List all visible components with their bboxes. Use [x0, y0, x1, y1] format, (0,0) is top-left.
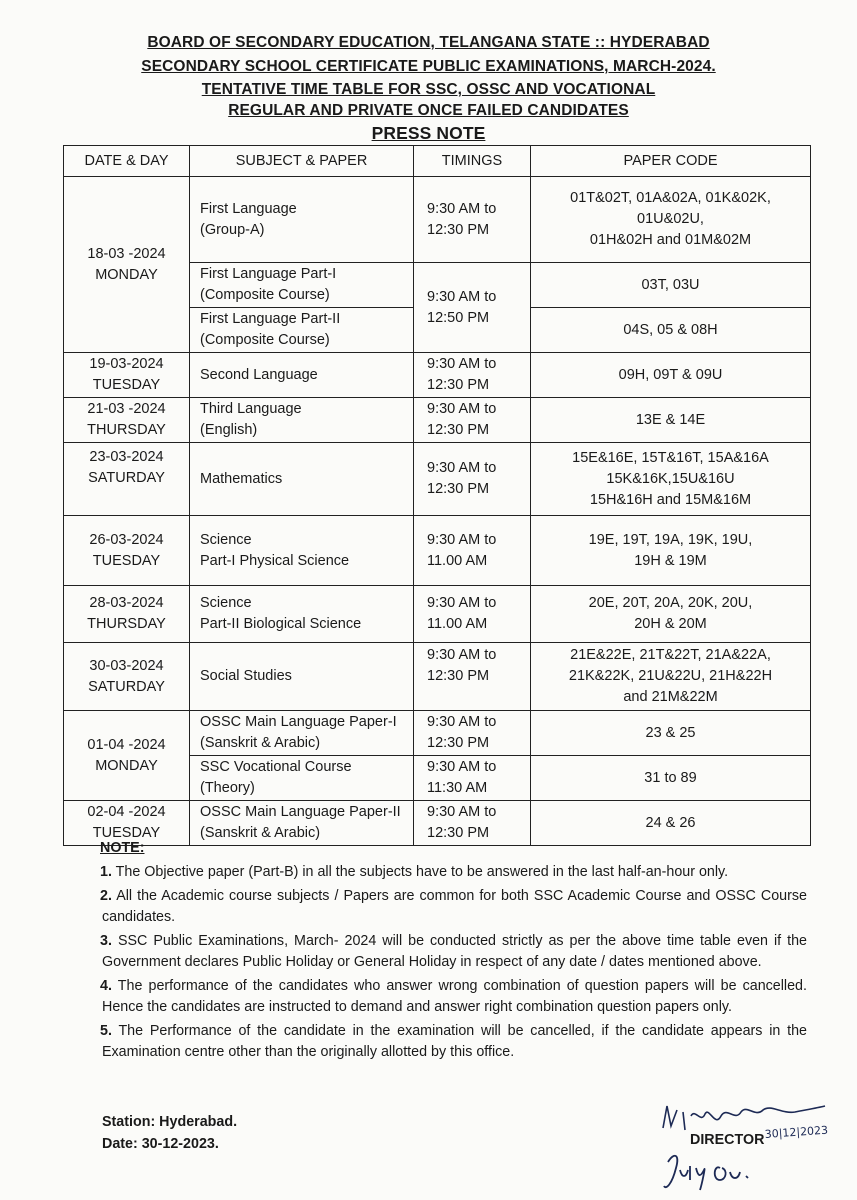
timing-cell: 9:30 AM to 11.00 AM [414, 586, 531, 643]
timing-cell: 9:30 AM to 12:30 PM [414, 177, 531, 263]
subject-cell: Mathematics [190, 443, 414, 516]
paper-code-cell: 04S, 05 & 08H [531, 308, 811, 353]
timing-cell: 9:30 AM to 12:30 PM [414, 801, 531, 846]
note-item: 3. SSC Public Examinations, March- 2024 will be conducted strictly as per the above time table even if the Government declares Public Holiday or General Holiday in respect of any date / dates mentioned above. [100, 933, 807, 970]
header-exam: SECONDARY SCHOOL CERTIFICATE PUBLIC EXAMINATIONS, MARCH-2024. [141, 58, 716, 75]
date-cell: 23-03-2024 SATURDAY [64, 443, 190, 516]
note-item: 1. The Objective paper (Part-B) in all the subjects have to be answered in the last half-an-hour only. [100, 864, 729, 880]
initials-signature [660, 1150, 780, 1195]
paper-code-cell: 23 & 25 [531, 711, 811, 756]
timing-cell: 9:30 AM to 12:30 PM [414, 643, 531, 711]
signature-date: 30|12|2023 [764, 1123, 829, 1141]
timing-cell: 9:30 AM to 11:30 AM [414, 756, 531, 801]
table-row [64, 398, 811, 443]
subject-cell: Social Studies [190, 643, 414, 711]
col-date: DATE & DAY [64, 146, 190, 177]
date-cell: 21-03 -2024 THURSDAY [64, 398, 190, 443]
table-row [64, 586, 811, 643]
col-timings: TIMINGS [414, 146, 531, 177]
subject-cell: First Language Part-I (Composite Course) [190, 263, 414, 308]
date-cell: 26-03-2024 TUESDAY [64, 516, 190, 586]
subject-cell: Science Part-I Physical Science [190, 516, 414, 586]
paper-code-cell: 01T&02T, 01A&02A, 01K&02K, 01U&02U, 01H&02H and 01M&02M [531, 177, 811, 263]
timetable-header-row [64, 146, 811, 177]
subject-cell: Second Language [190, 353, 414, 398]
date-cell: 02-04 -2024 TUESDAY [64, 801, 190, 846]
note-item: 5. The Performance of the candidate in the examination will be cancelled, if the candidate appears in the Examination centre other than the originally allotted by this office. [100, 1023, 807, 1060]
notes-section [102, 838, 807, 1063]
subject-cell: OSSC Main Language Paper-II (Sanskrit & Arabic) [190, 801, 414, 846]
header-candidates: REGULAR AND PRIVATE ONCE FAILED CANDIDATES [228, 102, 629, 119]
timing-cell: 9:30 AM to 11.00 AM [414, 516, 531, 586]
station-label: Station: Hyderabad. [102, 1114, 238, 1130]
col-paper-code: PAPER CODE [531, 146, 811, 177]
note-item: 4. The performance of the candidates who answer wrong combination of question papers will be cancelled. Hence the candidates are instructed to demand and answer right combination question papers only. [100, 978, 807, 1015]
table-row [64, 177, 811, 263]
notes-title: NOTE: [100, 840, 145, 856]
paper-code-cell: 21E&22E, 21T&22T, 21A&22A, 21K&22K, 21U&22U, 21H&22H and 21M&22M [531, 643, 811, 711]
date-cell: 28-03-2024 THURSDAY [64, 586, 190, 643]
header-board: BOARD OF SECONDARY EDUCATION, TELANGANA STATE :: HYDERABAD [147, 34, 710, 51]
paper-code-cell: 19E, 19T, 19A, 19K, 19U, 19H & 19M [531, 516, 811, 586]
paper-code-cell: 20E, 20T, 20A, 20K, 20U, 20H & 20M [531, 586, 811, 643]
press-note-title: PRESS NOTE [371, 123, 486, 143]
paper-code-cell: 31 to 89 [531, 756, 811, 801]
date-cell: 01-04 -2024 MONDAY [64, 711, 190, 801]
subject-cell: Science Part-II Biological Science [190, 586, 414, 643]
timing-cell: 9:30 AM to 12:30 PM [414, 353, 531, 398]
subject-cell: Third Language (English) [190, 398, 414, 443]
subject-cell: First Language (Group-A) [190, 177, 414, 263]
subject-cell: SSC Vocational Course (Theory) [190, 756, 414, 801]
director-label: DIRECTOR [690, 1132, 765, 1148]
table-row [64, 711, 811, 756]
table-row [64, 643, 811, 711]
timing-cell: 9:30 AM to 12:50 PM [414, 263, 531, 353]
table-row [64, 443, 811, 516]
table-row [64, 516, 811, 586]
date-cell: 19-03-2024 TUESDAY [64, 353, 190, 398]
subject-cell: First Language Part-II (Composite Course) [190, 308, 414, 353]
paper-code-cell: 15E&16E, 15T&16T, 15A&16A 15K&16K,15U&16U 15H&16H and 15M&16M [531, 443, 811, 516]
date-label: Date: 30-12-2023. [102, 1136, 219, 1152]
table-row [64, 353, 811, 398]
subject-cell: OSSC Main Language Paper-I (Sanskrit & Arabic) [190, 711, 414, 756]
paper-code-cell: 24 & 26 [531, 801, 811, 846]
date-cell: 30-03-2024 SATURDAY [64, 643, 190, 711]
paper-code-cell: 13E & 14E [531, 398, 811, 443]
timetable [63, 145, 811, 846]
note-item: 2. All the Academic course subjects / Papers are common for both SSC Academic Course and OSSC Course candidates. [100, 888, 807, 925]
timing-cell: 9:30 AM to 12:30 PM [414, 711, 531, 756]
header-timetable: TENTATIVE TIME TABLE FOR SSC, OSSC AND VOCATIONAL [201, 81, 656, 98]
col-subject: SUBJECT & PAPER [190, 146, 414, 177]
date-cell: 18-03 -2024 MONDAY [64, 177, 190, 353]
paper-code-cell: 03T, 03U [531, 263, 811, 308]
timing-cell: 9:30 AM to 12:30 PM [414, 443, 531, 516]
timing-cell: 9:30 AM to 12:30 PM [414, 398, 531, 443]
paper-code-cell: 09H, 09T & 09U [531, 353, 811, 398]
